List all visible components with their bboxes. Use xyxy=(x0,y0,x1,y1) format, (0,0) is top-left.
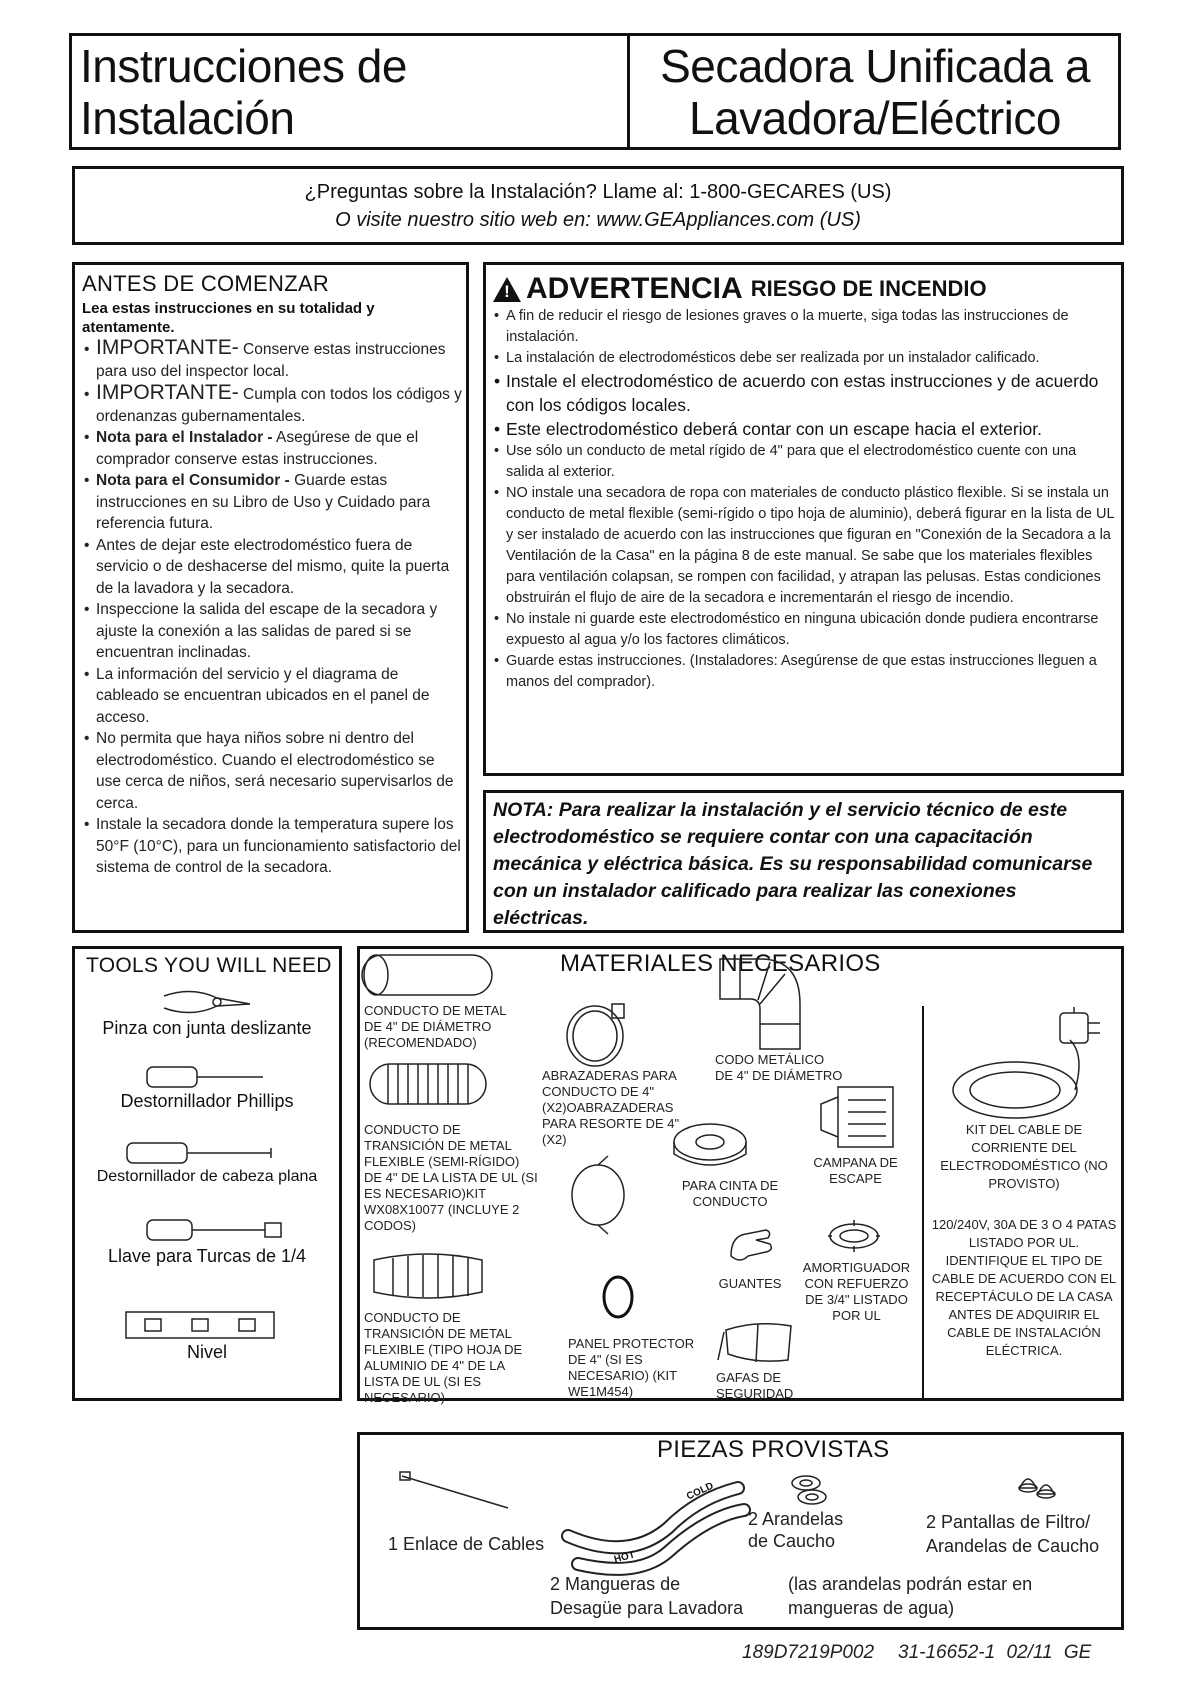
antes-item: • Inspeccione la salida del escape de la secadora y ajuste la conexión a las salidas de pared si se encuentran inclinadas. xyxy=(82,599,462,664)
tool-label: Nivel xyxy=(186,1342,227,1362)
antes-item: • No permita que haya niños sobre ni dentro del electrodoméstico. Cuando el electrodoméstico se use cerca de niños, será necesario supervisarlos de cerca. xyxy=(82,728,462,814)
power-cord-icon xyxy=(945,1005,1115,1125)
exhaust-hood-icon xyxy=(818,1082,898,1152)
filter-screens-icon xyxy=(1016,1466,1060,1502)
gloves-icon xyxy=(726,1226,776,1266)
warning-section xyxy=(492,272,1118,693)
contact-phone: ¿Preguntas sobre la Instalación? Llame al: 1-800-GECARES (US) xyxy=(304,181,892,203)
protective-panel-icon xyxy=(600,1272,636,1322)
antes-important-1: • IMPORTANTE- Conserve estas instrucciones para uso del inspector local. xyxy=(82,337,462,382)
right-title: Secadora Unificada a Lavadora/Eléctrico xyxy=(660,40,1090,144)
material-elbow: CODO METÁLICO DE 4" DE DIÁMETRO xyxy=(715,1052,843,1083)
tools-heading: TOOLS YOU WILL NEED xyxy=(86,954,332,977)
contact-web: O visite nuestro sitio web en: www.GEAppliances.com (US) xyxy=(335,209,861,231)
foil-duct-icon xyxy=(368,1252,488,1300)
metal-elbow-icon xyxy=(715,954,805,1054)
material-panel: PANEL PROTECTOR DE 4" (SI ES NECESARIO) (KIT WE1M454) xyxy=(568,1336,695,1399)
antes-item: • La información del servicio y el diagrama de cableado se encuentran ubicados en el panel de acceso. xyxy=(82,664,462,729)
drain-hoses-icon xyxy=(548,1458,748,1578)
duct-tape-icon xyxy=(670,1120,750,1176)
warning-item: • Instale el electrodoméstico de acuerdo con estas instrucciones y de acuerdo con los códigos locales. xyxy=(492,369,1118,417)
antes-item: • Antes de dejar este electrodoméstico fuera de servicio o de deshacerse del mismo, quite la puerta de la lavadora y la secadora. xyxy=(82,535,462,600)
damper-icon xyxy=(826,1218,882,1254)
warning-header xyxy=(492,272,1118,306)
piece-drain-hoses: 2 Mangueras de Desagüe para Lavadora xyxy=(550,1574,744,1618)
hose-label-cold: COLD xyxy=(685,1480,716,1503)
spring-clamp-icon xyxy=(568,1160,628,1230)
material-metal-duct: CONDUCTO DE METAL DE 4" DE DIÁMETRO (RECOMENDADO) xyxy=(364,1003,507,1050)
safety-glasses-icon xyxy=(716,1320,796,1370)
material-damper: AMORTIGUADOR CON REFUERZO DE 3/4" LISTADO POR UL xyxy=(802,1260,911,1323)
antes-section xyxy=(82,271,462,879)
antes-nota-instalador: • Nota para el Instalador - Asegúrese de que el comprador conserve estas instrucciones. xyxy=(82,427,462,470)
piece-cable-tie: 1 Enlace de Cables xyxy=(388,1534,545,1554)
material-exhaust-hood: CAMPANA DE ESCAPE xyxy=(813,1155,898,1186)
header-divider xyxy=(627,33,630,150)
warning-item: • No instale ni guarde este electrodoméstico en ninguna ubicación donde pudiera encontrarse expuesto al agua y/o los factores climáticos. xyxy=(492,609,1118,651)
piece-washers: 2 Arandelas de Caucho xyxy=(748,1509,844,1551)
phillips-screwdriver-icon xyxy=(145,1065,265,1089)
warning-item: • Use sólo un conducto de metal rígido de 4" para que el electrodoméstico cuente con una salida al exterior. xyxy=(492,441,1118,483)
warning-title: ADVERTENCIA xyxy=(526,272,743,305)
warning-item: • A fin de reducir el riesgo de lesiones graves o la muerte, siga todas las instrucciones de instalación. xyxy=(492,306,1118,348)
antes-nota-consumidor: • Nota para el Consumidor - Guarde estas instrucciones en su Libro de Uso y Cuidado para referencia futura. xyxy=(82,470,462,535)
nut-driver-icon xyxy=(145,1218,285,1242)
tool-label: Destornillador de cabeza plana xyxy=(96,1168,318,1185)
tool-label: Destornillador Phillips xyxy=(120,1091,294,1111)
flathead-screwdriver-icon xyxy=(125,1140,275,1166)
contact-text xyxy=(72,178,1124,234)
footer-code-1: 189D7219P002 xyxy=(742,1642,875,1663)
level-icon xyxy=(125,1310,275,1340)
material-clamps: ABRAZADERAS PARA CONDUCTO DE 4" (X2)OABRAZADERAS PARA RESORTE DE 4" (X2) xyxy=(542,1068,680,1147)
hose-label-hot: HOT xyxy=(612,1549,637,1566)
rubber-washers-icon xyxy=(788,1472,832,1508)
tool-label: Pinza con junta deslizante xyxy=(102,1018,312,1038)
materiales-heading: MATERIALES NECESARIOS xyxy=(560,950,881,977)
piezas-heading: PIEZAS PROVISTAS xyxy=(657,1436,890,1463)
semi-rigid-duct-icon xyxy=(368,1060,488,1108)
metal-duct-icon xyxy=(358,952,508,998)
material-power-cord-kit: KIT DEL CABLE DE CORRIENTE DEL ELECTRODOMÉSTICO (NO PROVISTO) xyxy=(940,1122,1108,1191)
warning-item: • La instalación de electrodomésticos debe ser realizada por un instalador calificado. xyxy=(492,348,1118,369)
warning-item: • NO instale una secadora de ropa con materiales de conducto plástico flexible. Si se instala un conducto de metal flexible (semi-rígido o tipo hoja de aluminio), deberá figurar en la lista de UL y ser instalado de acuerdo con las instrucciones que figuran en "Conexión de la Secadora a la Ventilación de la Casa" en la página 8 de este manual. Se sabe que los materiales flexibles para ventilación colapsan, se rompen con facilidad, y atrapan las pelusas. Estas condiciones obstruirán el flujo de aire de la secadora e incrementarán el riesgo de incendio. xyxy=(492,483,1118,609)
tool-label: Llave para Turcas de 1/4 xyxy=(107,1246,307,1266)
left-title: Instrucciones de Instalación xyxy=(80,40,407,144)
warning-item: • Este electrodoméstico deberá contar con un escape hacia el exterior. xyxy=(492,417,1118,441)
piece-washers-note: (las arandelas podrán estar en mangueras de agua) xyxy=(788,1574,1033,1618)
cable-tie-icon xyxy=(400,1472,510,1512)
antes-item: • Instale la secadora donde la temperatura supere los 50°F (10°C), para un funcionamiento satisfactorio del sistema de control de la secadora. xyxy=(82,814,462,879)
nota-text: NOTA: Para realizar la instalación y el servicio técnico de este electrodoméstico se requiere contar con una capacitación mecánica y eléctrica básica. Es su responsabilidad comunicarse con un instalador calificado para realizar las conexiones eléctricas. xyxy=(493,799,1093,929)
antes-intro: Lea estas instrucciones en su totalidad y atentamente. xyxy=(82,300,375,336)
material-foil-duct: CONDUCTO DE TRANSICIÓN DE METAL FLEXIBLE (TIPO HOJA DE ALUMINIO DE 4" DE LA LISTA DE UL (SI ES NECESARIO) xyxy=(364,1310,523,1405)
duct-clamp-icon xyxy=(560,1000,630,1070)
materiales-kit-divider xyxy=(922,1006,924,1401)
material-semi-rigid-duct: CONDUCTO DE TRANSICIÓN DE METAL FLEXIBLE (SEMI-RÍGIDO) DE 4" DE LA LISTA DE UL (SI ES NECESARIO)KIT WX08X10077 (INCLUYE 2 CODOS) xyxy=(364,1122,538,1233)
pliers-icon xyxy=(162,984,252,1020)
warning-triangle-icon: ! xyxy=(492,276,522,303)
antes-important-2: • IMPORTANTE- Cumpla con todos los códigos y ordenanzas gubernamentales. xyxy=(82,382,462,427)
antes-heading: ANTES DE COMENZAR xyxy=(82,271,330,296)
footer-code-2: 31-16652-1 02/11 GE xyxy=(898,1642,1092,1663)
material-power-cord-specs: 120/240V, 30A DE 3 O 4 PATAS LISTADO POR UL. IDENTIFIQUE EL TIPO DE CABLE DE ACUERDO CON EL RECEPTÁCULO DE LA CASA ANTES DE ADQUIRIR EL CABLE DE INSTALACIÓN ELÉCTRICA. xyxy=(931,1217,1117,1358)
warning-subtitle: RIESGO DE INCENDIO xyxy=(750,276,987,301)
material-gloves: GUANTES xyxy=(718,1276,782,1291)
warning-item: • Guarde estas instrucciones. (Instaladores: Asegúrense de que estas instrucciones lleguen a manos del comprador). xyxy=(492,651,1118,693)
material-duct-tape: PARA CINTA DE CONDUCTO xyxy=(681,1178,779,1209)
piece-filter-screens: 2 Pantallas de Filtro/ Arandelas de Caucho xyxy=(926,1512,1100,1556)
material-glasses: GAFAS DE SEGURIDAD xyxy=(716,1370,794,1401)
